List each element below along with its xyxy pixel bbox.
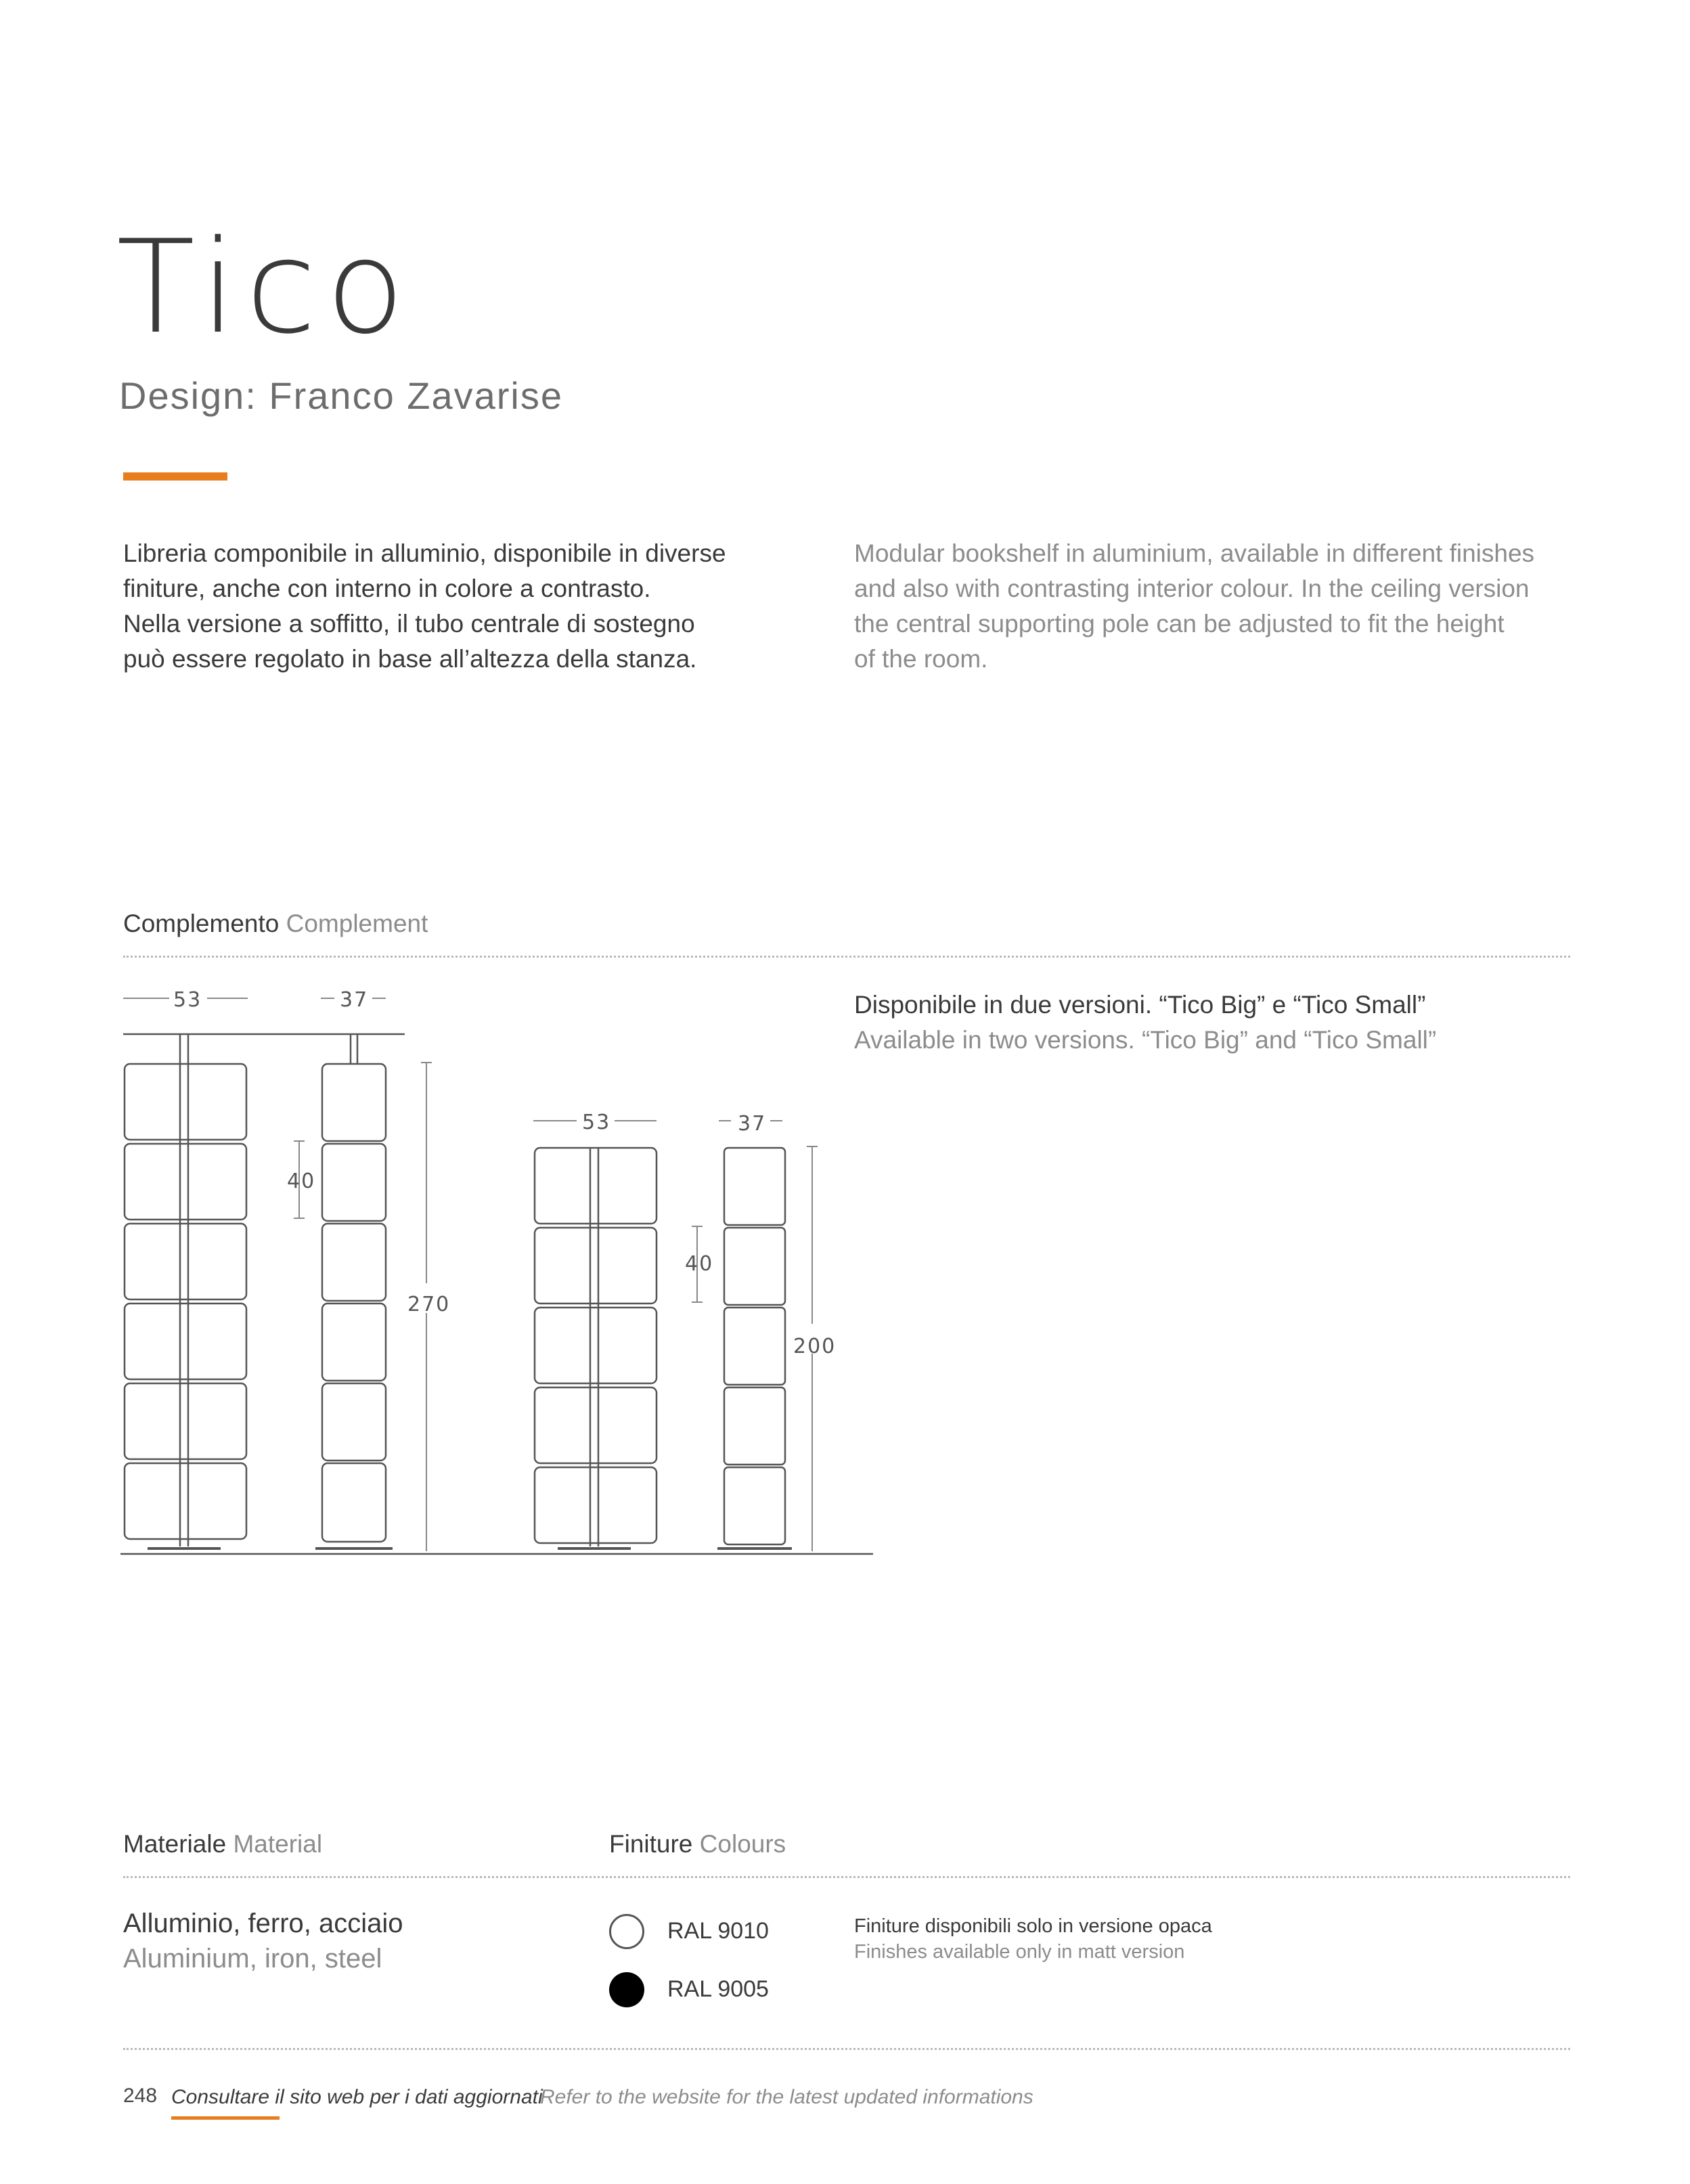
ral-9005-swatch bbox=[609, 1972, 644, 2007]
complement-heading bbox=[123, 910, 428, 938]
small-total-height-label: 200 bbox=[793, 1335, 837, 1358]
description-it-line: può essere regolato in base all’altezza della stanza. bbox=[123, 645, 697, 673]
ral-9010-swatch bbox=[609, 1914, 644, 1949]
finishes-note-it: Finiture disponibili solo in versione opaca bbox=[854, 1915, 1212, 1937]
dimension-drawing bbox=[115, 975, 887, 1570]
material-value-en: Aluminium, iron, steel bbox=[123, 1944, 382, 1974]
footer-note-en: Refer to the website for the latest updated informations bbox=[540, 2086, 1033, 2108]
description-it-line: Libreria componibile in alluminio, disponibile in diverse bbox=[123, 539, 726, 567]
material-label-en: Material bbox=[233, 1830, 323, 1858]
section-divider bbox=[123, 956, 1570, 958]
module-outline bbox=[125, 1064, 246, 1140]
module-outline bbox=[125, 1224, 246, 1299]
designer-credit: Design: Franco Zavarise bbox=[119, 374, 564, 417]
big-depth-label: 37 bbox=[340, 988, 369, 1012]
footer-note-it: Consultare il sito web per i dati aggiornati bbox=[171, 2086, 543, 2108]
finishes-label-en: Colours bbox=[699, 1830, 786, 1858]
big-width-label: 53 bbox=[173, 988, 202, 1012]
footer-divider bbox=[123, 2048, 1570, 2050]
description-en-line: of the room. bbox=[854, 645, 988, 673]
module-outline bbox=[724, 1228, 785, 1305]
module-outline bbox=[535, 1467, 657, 1543]
product-title: Tico bbox=[116, 213, 414, 362]
description-it-line: finiture, anche con interno in colore a contrasto. bbox=[123, 575, 651, 602]
small-depth-label: 37 bbox=[738, 1112, 767, 1136]
module-outline bbox=[724, 1148, 785, 1225]
finishes-heading bbox=[609, 1830, 786, 1858]
big-module-height-label: 40 bbox=[287, 1169, 316, 1193]
module-outline bbox=[322, 1064, 386, 1141]
module-outline bbox=[535, 1148, 657, 1224]
footer-accent-line bbox=[171, 2116, 280, 2120]
small-module-height-label: 40 bbox=[685, 1252, 714, 1276]
module-outline bbox=[724, 1387, 785, 1465]
module-outline bbox=[724, 1467, 785, 1544]
module-outline bbox=[322, 1383, 386, 1461]
material-heading bbox=[123, 1830, 322, 1858]
finishes-label-it: Finiture bbox=[609, 1830, 693, 1858]
page-number: 248 bbox=[123, 2085, 158, 2107]
description-en-line: the central supporting pole can be adjusted to fit the height bbox=[854, 610, 1505, 638]
description-italian bbox=[123, 536, 800, 677]
ral-9010-label: RAL 9010 bbox=[667, 1918, 769, 1944]
module-outline bbox=[535, 1308, 657, 1383]
module-outline bbox=[125, 1303, 246, 1379]
description-it-line: Nella versione a soffitto, il tubo centrale di sostegno bbox=[123, 610, 695, 638]
description-en-line: Modular bookshelf in aluminium, available in different finishes bbox=[854, 539, 1535, 567]
module-outline bbox=[724, 1308, 785, 1385]
section-divider bbox=[123, 1876, 1570, 1878]
description-en-line: and also with contrasting interior colour. In the ceiling version bbox=[854, 575, 1530, 602]
description-english bbox=[854, 536, 1572, 677]
module-outline bbox=[322, 1144, 386, 1221]
module-outline bbox=[125, 1383, 246, 1459]
accent-bar bbox=[123, 472, 227, 481]
ral-9005-label: RAL 9005 bbox=[667, 1976, 769, 2002]
versions-text-en: Available in two versions. “Tico Big” and “Tico Small” bbox=[854, 1026, 1437, 1054]
finishes-note-en: Finishes available only in matt version bbox=[854, 1941, 1185, 1963]
module-outline bbox=[535, 1387, 657, 1463]
module-outline bbox=[125, 1144, 246, 1220]
module-outline bbox=[125, 1463, 246, 1539]
complement-label-en: Complement bbox=[286, 910, 428, 937]
big-total-height-label: 270 bbox=[407, 1293, 451, 1316]
material-value-it: Alluminio, ferro, acciaio bbox=[123, 1909, 403, 1938]
material-label-it: Materiale bbox=[123, 1830, 227, 1858]
module-outline bbox=[322, 1224, 386, 1301]
versions-text-it: Disponibile in due versioni. “Tico Big” e “Tico Small” bbox=[854, 991, 1426, 1019]
complement-label-it: Complemento bbox=[123, 910, 280, 937]
module-outline bbox=[322, 1303, 386, 1381]
module-outline bbox=[535, 1228, 657, 1303]
small-width-label: 53 bbox=[582, 1111, 611, 1134]
module-outline bbox=[322, 1463, 386, 1542]
